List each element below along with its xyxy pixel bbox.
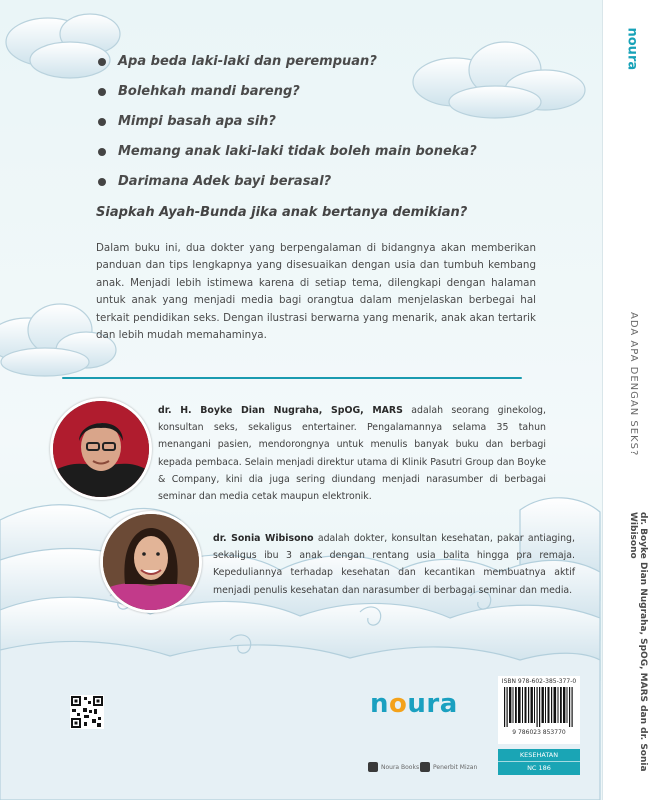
divider: [62, 377, 522, 379]
list-item: Mimpi basah apa sih?: [96, 110, 477, 140]
author-photo-sonia: [100, 511, 202, 613]
imprint-mizan: Penerbit Mizan: [420, 762, 477, 772]
headline-question: Siapkah Ayah-Bunda jika anak bertanya demikian?: [96, 205, 468, 220]
imprint-logo-icon: [368, 762, 378, 772]
list-item: Memang anak laki-laki tidak boleh main boneka?: [96, 140, 477, 170]
spine-authors: dr. Boyke Dian Nugraha, SpOG, MARS dan dr. Sonia Wibisono: [628, 512, 648, 772]
category-box: [498, 749, 580, 775]
catalog-code: NC 186: [527, 764, 551, 772]
bullet-icon: [98, 88, 106, 96]
barcode-bars: [498, 687, 580, 735]
author-bio-boyke: [158, 402, 546, 505]
barcode-number: 9 786023 853770: [512, 729, 566, 736]
author-bio-text: adalah seorang ginekolog, konsultan seks, sekaligus entertainer. Pengalamannya selama 35 tahun menangani pasien, mendorongnya untuk menulis banyak buku dan berbagi kepada pembaca. Selain menjadi direktur utama di Klinik Pasutri Group dan Boyke & Company, kini dia juga sering diundang menjadi narasumber di berbagai seminar dan media cetak maupun elektronik.: [158, 405, 546, 503]
author-name: dr. Sonia Wibisono: [213, 533, 314, 544]
book-description: Dalam buku ini, dua dokter yang berpengalaman di bidangnya akan memberikan panduan dan tips lengkapnya yang disesuaikan dengan usia dan tumbuh kembang anak. Menjadi lebih istimewa karena di setiap tema, dilengkapi dengan halaman untuk anak yang menjadi media bagi orangtua dalam menjelaskan berbegai hal terkait pendidikan seks. Dengan ilustrasi berwarna yang menarik, anak akan tertarik dan lebih mudah memahaminya.: [96, 242, 536, 342]
list-item: Darimana Adek bayi berasal?: [96, 170, 477, 200]
qr-code: [70, 695, 104, 729]
category-label: KESEHATAN: [498, 749, 580, 762]
spine-title: ADA APA DENGAN SEKS?: [628, 312, 639, 457]
publisher-logo: noura: [370, 689, 458, 719]
author-name: dr. H. Boyke Dian Nugraha, SpOG, MARS: [158, 405, 403, 416]
bullet-icon: [98, 148, 106, 156]
imprint-noura-books: Noura Books: [368, 762, 419, 772]
list-item: Bolehkah mandi bareng?: [96, 80, 477, 110]
barcode: [498, 676, 580, 744]
bullet-icon: [98, 58, 106, 66]
bullet-icon: [98, 178, 106, 186]
author-bio-sonia: [213, 530, 575, 599]
spine-publisher-logo: noura: [624, 27, 640, 71]
imprint-logo-icon: [420, 762, 430, 772]
author-bio-text: adalah dokter, konsultan kesehatan, pakar antiaging, sekaligus ibu 3 anak dengan rentang usia balita hingga pra remaja. Kepeduliannya terhadap kesehatan dan kecantikan membuatnya aktif menjadi penulis kesehatan dan narasumber di berbagai seminar dan media.: [213, 533, 575, 596]
author-photo-boyke: [50, 398, 152, 500]
list-item: Apa beda laki-laki dan perempuan?: [96, 50, 477, 80]
question-list: [96, 50, 477, 200]
isbn-text: ISBN 978-602-385-377-0: [501, 678, 577, 685]
bullet-icon: [98, 118, 106, 126]
